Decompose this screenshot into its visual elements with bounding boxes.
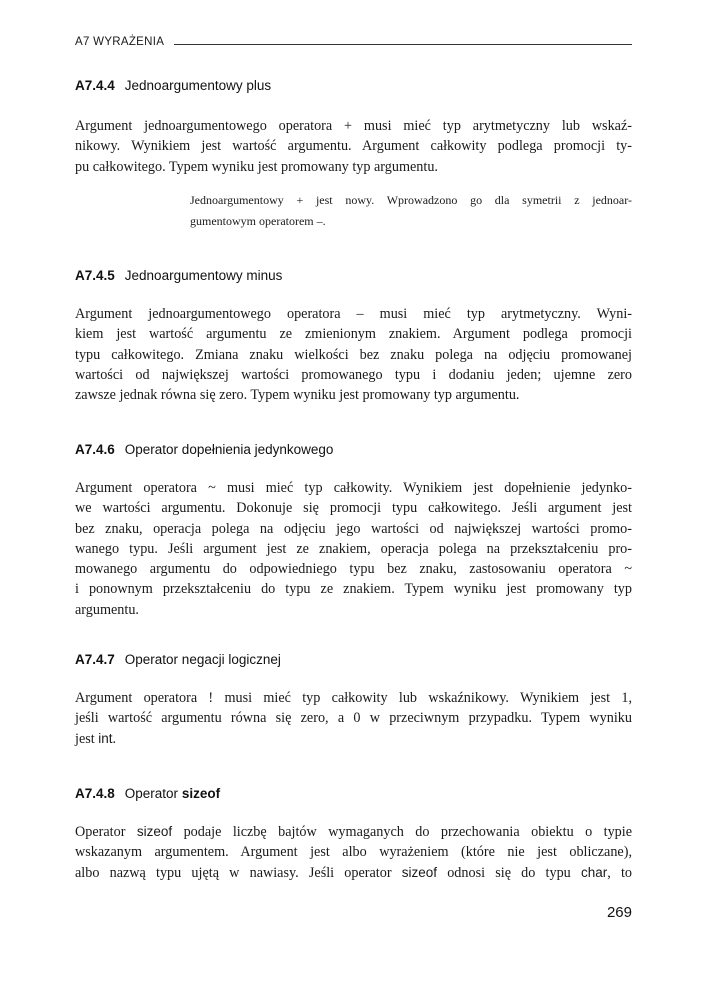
section-heading-a745 [75,268,282,283]
paragraph-a745 [75,304,632,405]
text-fragment: odnosi się do typu [437,864,581,881]
text-line: argumentu. [75,601,139,618]
section-heading-a747 [75,652,281,667]
note-a744 [190,190,632,231]
section-number: A7.4.6 [75,442,115,457]
paragraph-a746 [75,478,632,620]
paragraph-a744 [75,116,632,177]
section-title-keyword: sizeof [181,786,221,801]
text-line: we wartości argumentu. Dokonuje się promocji typu całkowitego. Jeśli argument jest [75,500,632,517]
text-line: Argument jednoargumentowego operatora + musi mieć typ arytmetyczny lub wskaź- [75,118,632,134]
text-fragment: jest [75,730,99,747]
text-fragment: , to [607,864,632,881]
code-keyword: sizeof [136,824,173,839]
text-line: jeśli wartość argumentu równa się zero, a 0 w przeciwnym przypadku. Typem wyniku [75,710,632,727]
text-line: wskazanym argumentem. Argument jest albo wyrażeniem (które nie jest obliczane), [75,844,632,861]
text-fragment: albo nazwą typu ujętą w nawiasy. Jeśli operator [75,864,402,881]
text-line: bez znaku, operacja polega na odjęciu jego wartości od największej wartości promo- [75,520,632,537]
text-fragment: podaje liczbę bajtów wymaganych do przechowania obiektu o typie [172,824,632,840]
text-line: Argument operatora ~ musi mieć typ całkowity. Wynikiem jest dopełnienie jedynko- [75,480,632,496]
text-line: zawsze jednak równa się zero. Typem wyniku jest promowany typ argumentu. [75,387,520,404]
code-keyword: char [580,864,608,880]
code-keyword: sizeof [401,864,438,880]
section-title: Operator negacji logicznej [124,652,281,667]
text-line: wanego typu. Jeśli argument jest ze znakiem, operacja polega na przekształceniu pro- [75,540,632,557]
text-line [75,729,632,749]
section-number: A7.4.4 [75,78,115,93]
text-line: kiem jest wartość argumentu ze zmienionym znakiem. Argument podlega promocji [75,326,632,343]
paragraph-a748 [75,822,632,883]
running-head [75,36,632,48]
page-number: 269 [606,904,632,921]
running-head-rule [174,44,632,45]
section-number: A7.4.5 [75,268,115,283]
running-head-title: A7 WYRAŻENIA [75,36,165,48]
text-line: typu całkowitego. Zmiana znaku wielkości bez znaku polega na odjęciu promowanej [75,346,632,363]
text-line: Argument jednoargumentowego operatora – musi mieć typ arytmetyczny. Wyni- [75,306,632,322]
text-line [75,863,632,883]
section-number: A7.4.8 [75,786,115,801]
text-line: i ponownym przekształceniu do typu ze znakiem. Typem wyniku jest promowany typ [75,581,632,598]
code-keyword: int [98,730,113,746]
section-title: Jednoargumentowy plus [124,78,272,93]
section-heading-a744 [75,78,271,93]
note-line: Jednoargumentowy + jest nowy. Wprowadzono go dla symetrii z jednoar- [190,193,632,207]
text-line: nikowy. Wynikiem jest wartość argumentu. Argument całkowity podlega promocji ty- [75,138,632,155]
text-fragment: . [112,730,117,747]
section-title: Operator dopełnienia jedynkowego [124,442,334,457]
text-fragment: Operator [75,824,137,840]
section-number: A7.4.7 [75,652,115,667]
section-title-prefix: Operator [124,786,182,801]
paragraph-a747 [75,688,632,749]
section-heading-a746 [75,442,333,457]
text-line [75,822,632,842]
note-line: gumentowym operatorem –. [190,213,326,228]
text-line: pu całkowitego. Typem wyniku jest promowany typ argumentu. [75,158,438,175]
section-heading-a748 [75,786,220,801]
text-line: wartości od największej wartości promowanego typu i dodaniu jeden; ujemne zero [75,366,632,383]
text-line: mowanego argumentu do odpowiedniego typu bez znaku, zastosowaniu operatora ~ [75,561,632,578]
text-line: Argument operatora ! musi mieć typ całkowity lub wskaźnikowy. Wynikiem jest 1, [75,690,632,706]
section-title: Jednoargumentowy minus [124,268,283,283]
